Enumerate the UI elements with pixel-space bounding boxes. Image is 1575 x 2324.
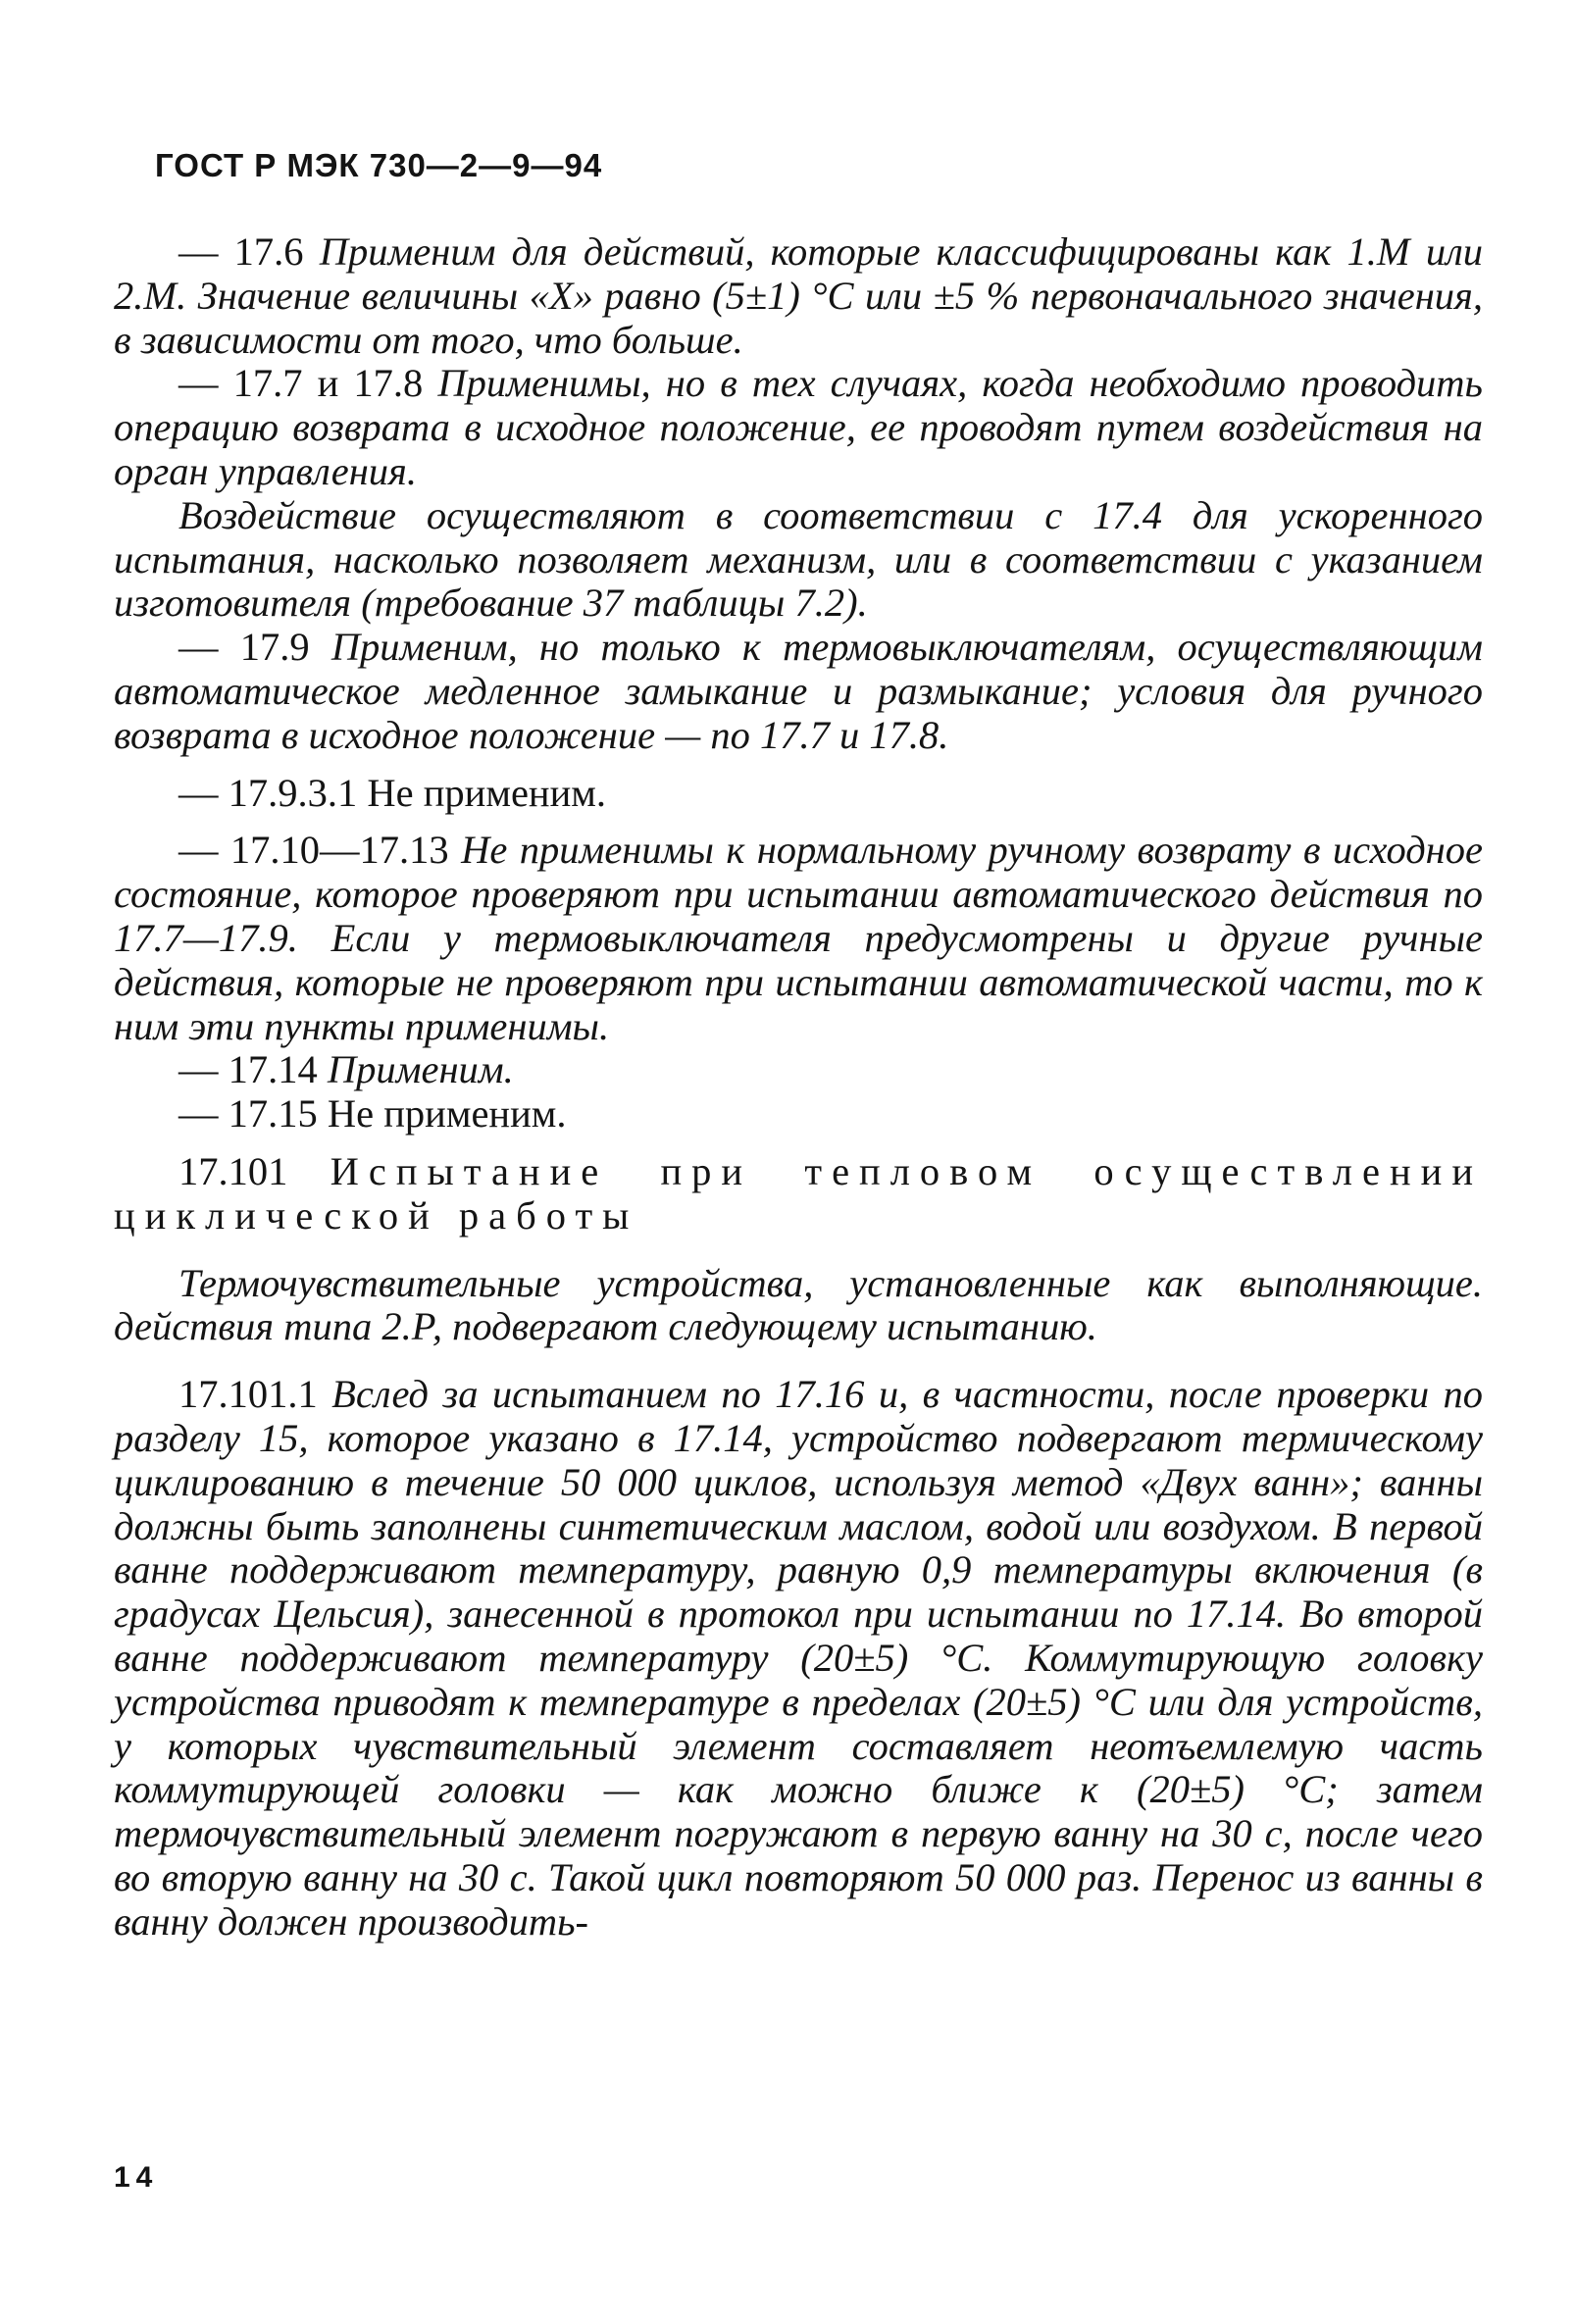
clause-ref: — 17.9 xyxy=(178,625,331,670)
paragraph-17-7-action: Воздействие осуществляют в соответствии с 17.4 для ускоренного испытания, насколько позволяет механизм, или в соответствии с указанием изготовителя (требование 37 таблицы 7.2). xyxy=(114,492,1483,626)
paragraph-17-15: — 17.15 Не применим. xyxy=(178,1091,567,1137)
clause-ref: — 17.7 и 17.8 xyxy=(178,361,438,406)
clause-text: Применимы, но в тех случаях, когда необходимо проводить операцию возврата в исходное положение, ее проводят путем воздействия на орган управления. xyxy=(114,361,1483,493)
section-heading-17-101 xyxy=(114,1150,1483,1238)
paragraph-17-6 xyxy=(114,230,1483,362)
clause-ref: — 17.6 xyxy=(178,229,320,274)
clause-text: Применим для действий, которые классифицированы как 1.М или 2.М. Значение величины «Х» равно (5±1) °С или ±5 % первоначального значения, в зависимости от того, что больше. xyxy=(114,229,1483,362)
section-number: 17.101 xyxy=(178,1148,330,1193)
clause-ref: — 17.10—17.13 xyxy=(178,828,462,873)
clause-text: Применим, но только к термовыключателям, осуществляющим автоматическое медленное замыкание и размыкание; условия для ручного возврата в исходное положение — по 17.7 и 17.8. xyxy=(114,625,1484,757)
clause-text: Вслед за испытанием по 17.16 и, в частности, после проверки по разделу 15, которое указано в 17.14, устройство подвергают термическому циклированию в течение 50 000 циклов, используя метод «Двух ванн»; ванны должны быть заполнены синтетическим маслом, водой или воздухом. В первой ванне поддерживают температуру, равную 0,9 температуры включения (в градусах Цельсия), занесенной в протокол при испытании по 17.14. Во второй ванне поддерживают температуру (20±5) °С. Коммутирующую головку устройства приводят к температуре в пределах (20±5) °С или для устройств, у которых чувствительный элемент составляет неотъемлемую часть коммутирующей головки — как можно ближе к (20±5) °С; затем термочувствительный элемент погружают в первую ванну на 30 с, после чего во вторую ванну на 30 с. Такой цикл повторяют 50 000 раз. Перенос из ванны в ванну должен производить- xyxy=(114,1372,1483,1944)
paragraph-17-101-intro: Термочувствительные устройства, установленные как выполняющие. действия типа 2.Р, подвергают следующему испытанию. xyxy=(114,1260,1483,1349)
clause-ref: — 17.14 xyxy=(178,1047,328,1092)
paragraph-17-9-3-1: — 17.9.3.1 Не применим. xyxy=(178,770,607,815)
paragraph-17-7-17-8 xyxy=(114,362,1483,493)
paragraph-17-101-1 xyxy=(114,1373,1483,1944)
page-number: 14 xyxy=(114,2161,159,2194)
paragraph-17-9 xyxy=(114,626,1483,757)
clause-text: Не применимы к нормальному ручному возврату в исходное состояние, которое проверяют при испытании автоматического действия по 17.7—17.9. Если у термовыключателя предусмотрены и другие ручные действия, которые не проверяют при испытании автоматической части, то к ним эти пункты применимы. xyxy=(114,828,1484,1048)
paragraph-17-10-17-13 xyxy=(114,829,1483,1048)
paragraph-17-14 xyxy=(114,1048,1483,1092)
section-title: Испытание при тепловом осуществлении циклической работы xyxy=(114,1148,1483,1238)
clause-ref: 17.101.1 xyxy=(178,1372,332,1417)
clause-text: Применим. xyxy=(327,1047,514,1092)
document-body xyxy=(114,230,1483,1944)
document-header: ГОСТ Р МЭК 730—2—9—94 xyxy=(155,147,603,183)
